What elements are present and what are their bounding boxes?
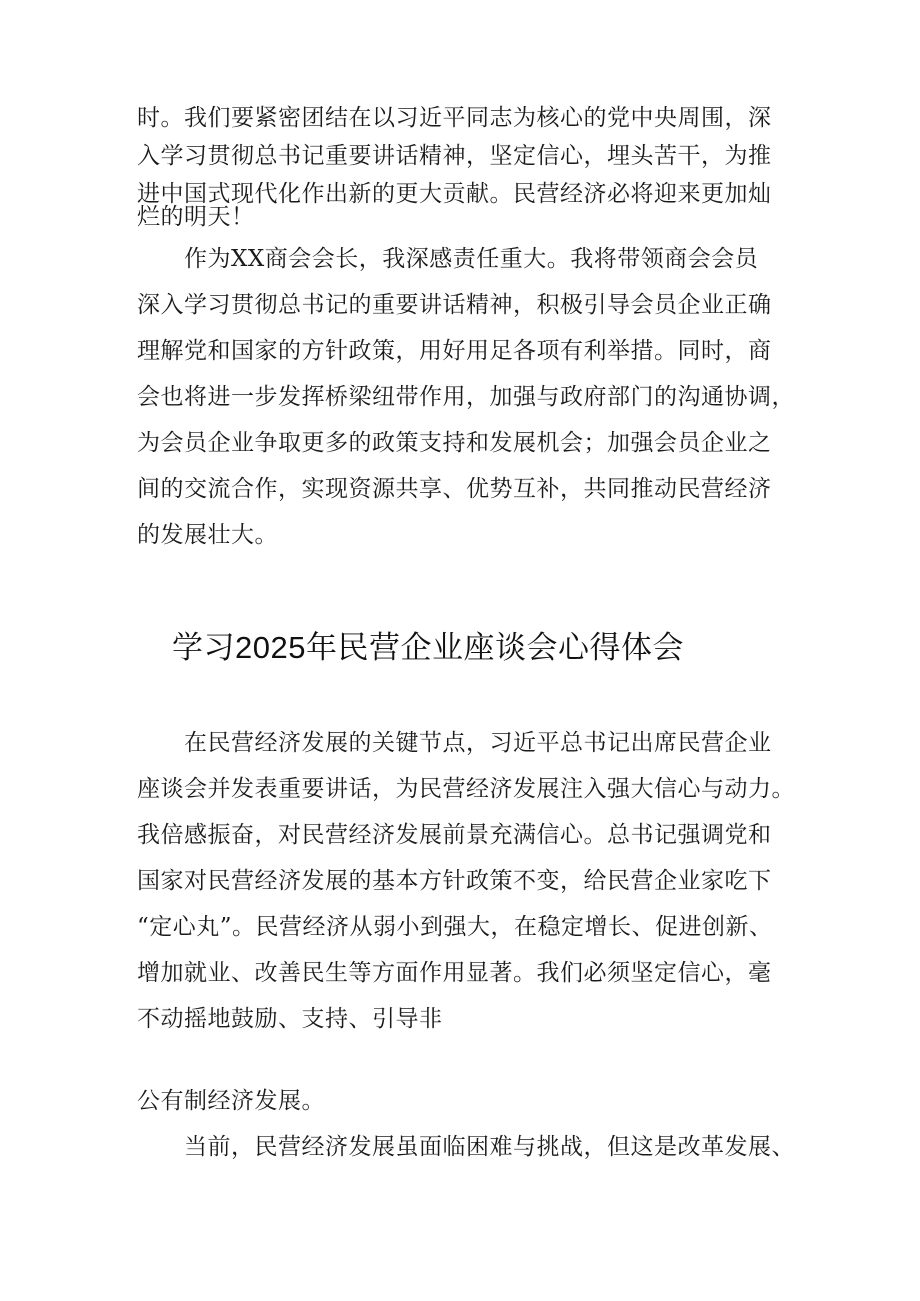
- paragraph-line: 烂的明天！: [137, 204, 255, 230]
- paragraph-line: 在民营经济发展的关键节点，习近平总书记出席民营企业: [184, 730, 772, 756]
- paragraph-line: 为会员企业争取更多的政策支持和发展机会；加强会员企业之: [137, 430, 772, 456]
- paragraph-line: 公有制经济发展。: [137, 1088, 325, 1114]
- section-title: 学习2025年民营企业座谈会心得体会: [172, 630, 684, 665]
- paragraph-line: 理解党和国家的方针政策，用好用足各项有利举措。同时，商: [137, 338, 772, 364]
- paragraph-line: 国家对民营经济发展的基本方针政策不变，给民营企业家吃下: [137, 868, 772, 894]
- paragraph-line: 进中国式现代化作出新的更大贡献。民营经济必将迎来更加灿: [137, 181, 772, 207]
- paragraph-line: 深入学习贯彻总书记的重要讲话精神，积极引导会员企业正确: [137, 292, 772, 318]
- paragraph-line: 座谈会并发表重要讲话，为民营经济发展注入强大信心与动力。: [137, 776, 795, 802]
- paragraph-line: 作为XX商会会长，我深感责任重大。我将带领商会会员: [184, 246, 759, 272]
- paragraph-line: 增加就业、改善民生等方面作用显著。我们必须坚定信心，毫: [137, 960, 772, 986]
- paragraph-line: 不动摇地鼓励、支持、引导非: [137, 1006, 443, 1032]
- paragraph-line: 当前，民营经济发展虽面临困难与挑战，但这是改革发展、: [184, 1134, 795, 1160]
- paragraph-line: 的发展壮大。: [137, 522, 278, 548]
- paragraph-line: “定心丸”。民营经济从弱小到强大，在稳定增长、促进创新、: [137, 914, 773, 940]
- paragraph-line: 我倍感振奋，对民营经济发展前景充满信心。总书记强调党和: [137, 822, 772, 848]
- paragraph-line: 时。我们要紧密团结在以习近平同志为核心的党中央周围，深: [137, 105, 772, 131]
- paragraph-line: 间的交流合作，实现资源共享、优势互补，共同推动民营经济: [137, 476, 772, 502]
- paragraph-line: 入学习贯彻总书记重要讲话精神，坚定信心，埋头苦干，为推: [137, 143, 772, 169]
- paragraph-line: 会也将进一步发挥桥梁纽带作用，加强与政府部门的沟通协调，: [137, 384, 795, 410]
